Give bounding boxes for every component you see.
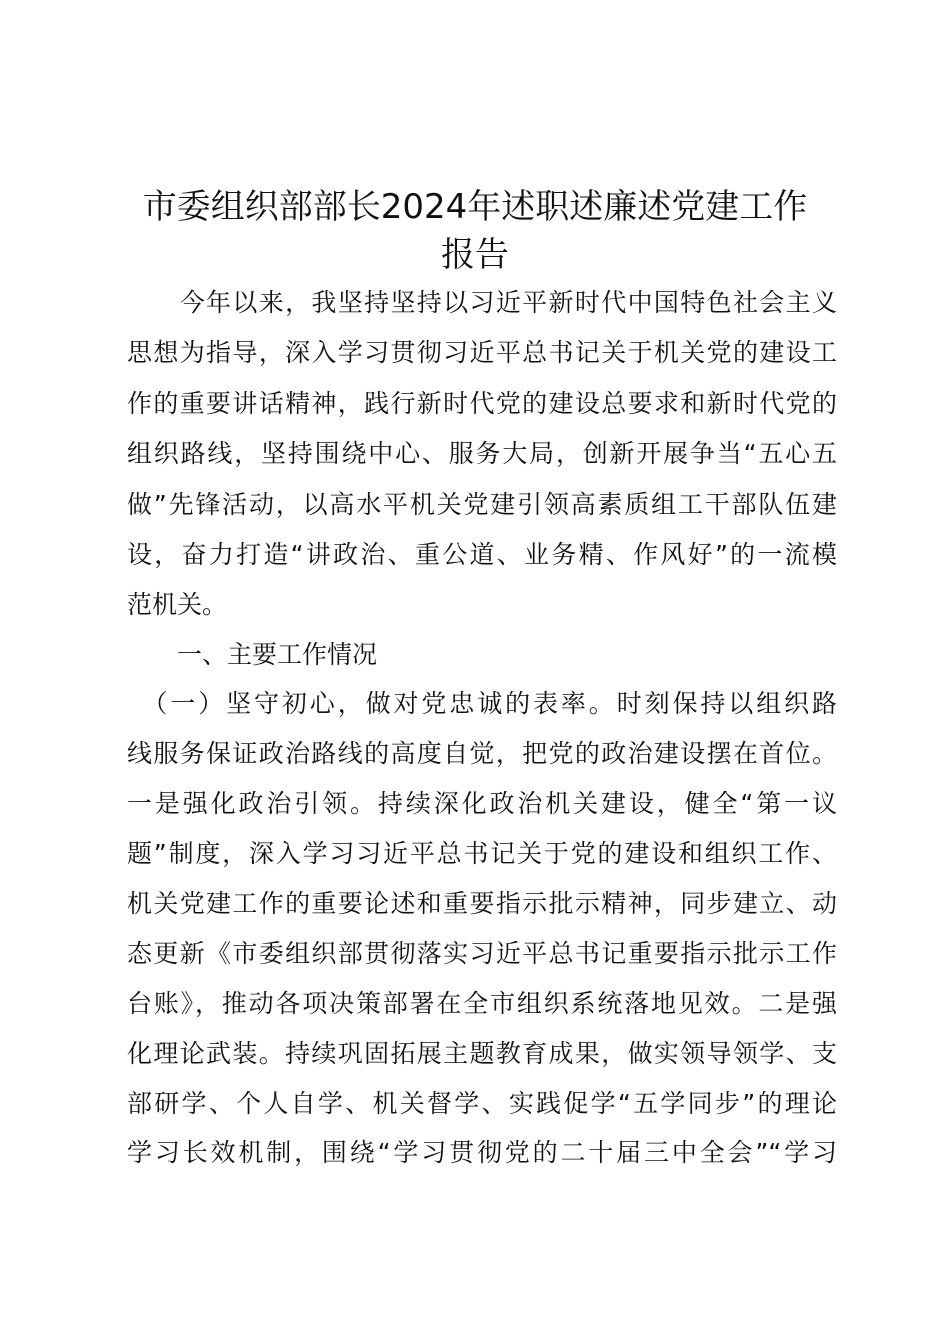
section-heading: 一、主要工作情况	[127, 640, 378, 669]
document-title-line-1: 市委组织部部长2024年述职述廉述党建工作	[142, 187, 808, 227]
paragraph-line: （一）坚守初心，做对党忠诚的表率。时刻保持以组织路	[127, 689, 837, 718]
paragraph-line: 题”制度，深入学习习近平总书记关于党的建设和组织工作、	[127, 839, 837, 868]
document-title-line-2: 报告	[441, 235, 509, 275]
paragraph-line: 态更新《市委组织部贯彻落实习近平总书记重要指示批示工作	[127, 939, 837, 968]
paragraph-line: 台账》，推动各项决策部署在全市组织系统落地见效。二是强	[127, 989, 837, 1018]
paragraph-line: 作的重要讲话精神，践行新时代党的建设总要求和新时代党的	[127, 389, 837, 418]
paragraph-line: 思想为指导，深入学习贯彻习近平总书记关于机关党的建设工	[127, 338, 837, 367]
paragraph-line: 组织路线，坚持围绕中心、服务大局，创新开展争当“五心五	[127, 439, 837, 468]
paragraph-line: 范机关。	[127, 590, 228, 619]
paragraph-line: 化理论武装。持续巩固拓展主题教育成果，做实领导领学、支	[127, 1039, 837, 1068]
paragraph-line: 部研学、个人自学、机关督学、实践促学“五学同步”的理论	[127, 1089, 837, 1118]
paragraph-line: 做”先锋活动，以高水平机关党建引领高素质组工干部队伍建	[127, 490, 837, 519]
paragraph-line: 学习长效机制，围绕“学习贯彻党的二十届三中全会”“学习	[127, 1138, 837, 1167]
paragraph-line: 设，奋力打造“讲政治、重公道、业务精、作风好”的一流模	[127, 540, 837, 569]
paragraph-line: 今年以来，我坚持坚持以习近平新时代中国特色社会主义	[127, 288, 837, 317]
paragraph-line: 机关党建工作的重要论述和重要指示批示精神，同步建立、动	[127, 889, 837, 918]
paragraph-line: 一是强化政治引领。持续深化政治机关建设，健全“第一议	[127, 789, 837, 818]
paragraph-line: 线服务保证政治路线的高度自觉，把党的政治建设摆在首位。	[127, 739, 837, 768]
